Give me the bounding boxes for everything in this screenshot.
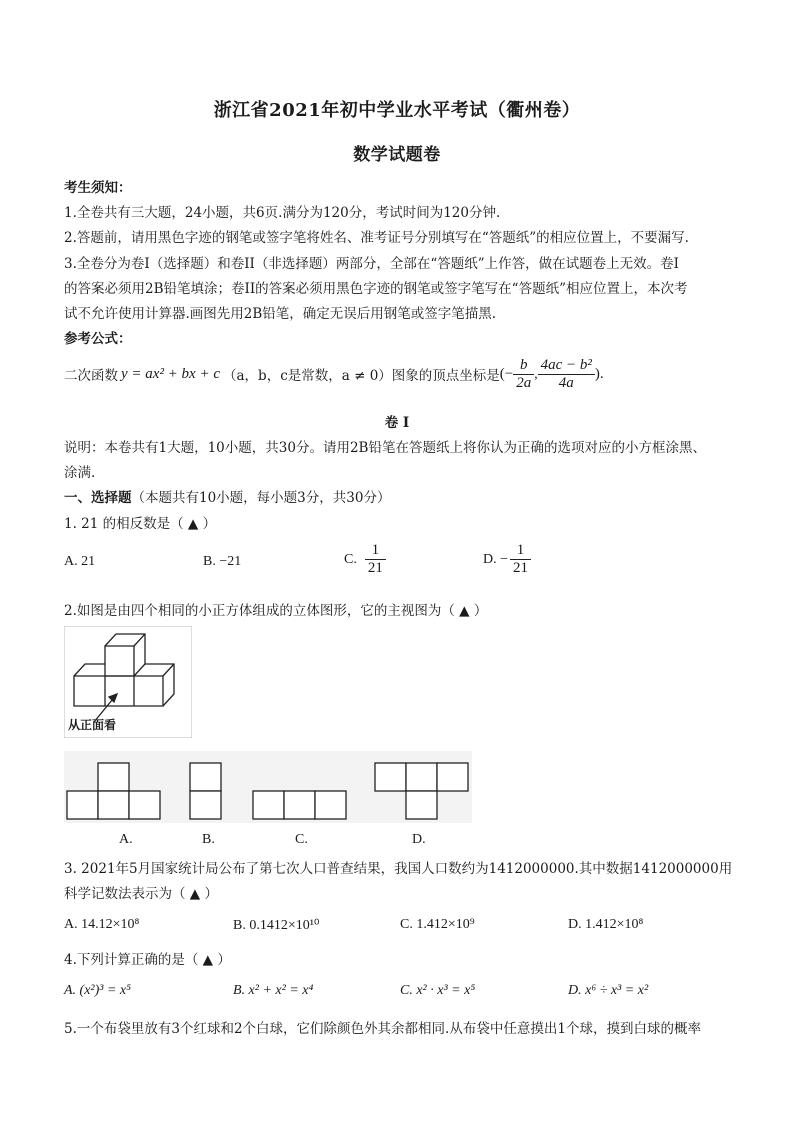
section-1-title: 卷 I <box>384 415 410 431</box>
view-direction-label: 从正面看 <box>68 718 117 732</box>
question-3-option-b: B. 0.1412×10¹⁰ <box>233 918 320 933</box>
view-d-square <box>406 791 437 819</box>
view-c-square <box>284 791 315 819</box>
question-1-stem: 1. 21 的相反数是（ ▲ ） <box>64 516 217 532</box>
view-a-square <box>98 763 129 791</box>
question-3-stem-line-1: 3. 2021年5月国家统计局公布了第七次人口普查结果，我国人口数约为1412000000.其中数据1412000000用 <box>64 861 733 877</box>
question-3-option-a: A. 14.12×10⁸ <box>64 917 140 932</box>
question-4-option-c: C. x² · x³ = x⁵ <box>400 983 476 998</box>
question-3-option-d: D. 1.412×10⁸ <box>568 917 644 932</box>
notice-item-2: 2.答题前，请用黑色字迹的钢笔或签字笔将姓名、准考证号分别填写在“答题纸”的相应位置上，不要漏写. <box>64 230 689 246</box>
vertex-close: ). <box>594 365 604 382</box>
view-d-square <box>437 763 468 791</box>
notice-heading: 考生须知： <box>64 180 132 196</box>
question-2-option-a: A. <box>119 832 133 847</box>
part-1-heading <box>64 486 390 506</box>
formula-heading: 参考公式： <box>64 331 132 347</box>
vertex-open: (− <box>499 365 514 382</box>
question-2-option-d: D. <box>412 832 426 847</box>
question-1-option-c <box>344 542 386 577</box>
notice-item-1: 1.全卷共有三大题，24小题，共6页.满分为120分，考试时间为120分钟. <box>64 205 501 221</box>
paper-subtitle: 数学试题卷 <box>353 145 441 165</box>
fraction-denominator: 21 <box>513 560 529 576</box>
view-d-square <box>406 763 437 791</box>
question-4-option-a: A. (x²)³ = x⁵ <box>64 983 132 998</box>
exam-title: 浙江省2021年初中学业水平考试（衢州卷） <box>213 100 581 121</box>
view-a-square <box>67 791 98 819</box>
fraction-numerator: 1 <box>510 542 531 560</box>
answer-views <box>64 751 472 823</box>
section-1-description-line-1: 说明：本卷共有1大题，10小题，共30分。请用2B铅笔在答题纸上将你认为正确的选项对应的小方框涂黑、 <box>64 440 706 456</box>
question-3-option-c: C. 1.412×10⁹ <box>400 917 475 932</box>
question-3-stem-line-2: 科学记数法表示为（ ▲ ） <box>64 886 218 902</box>
notice-item-3-line-2: 的答案必须用2B铅笔填涂；卷II的答案必须用黑色字迹的钢笔或签字笔写在“答题纸”相应位置上，本次考 <box>64 281 688 297</box>
vertex-x-denominator: 2a <box>516 374 532 391</box>
notice-item-3-line-1: 3.全卷分为卷I（选择题）和卷II（非选择题）两部分，全部在“答题纸”上作答，做在试题卷上无效。卷I <box>64 256 680 272</box>
fraction-numerator: 1 <box>365 542 386 560</box>
question-1-option-b: B. −21 <box>203 554 242 569</box>
vertex-x-numerator: b <box>513 357 534 375</box>
vertex-y-numerator: 4ac − b² <box>538 357 595 375</box>
option-c-label: C. <box>344 551 357 567</box>
view-c-square <box>253 791 284 819</box>
question-5-stem: 5.一个布袋里放有3个红球和2个白球，它们除颜色外其余都相同.从布袋中任意摸出1个球，摸到白球的概率 <box>64 1021 701 1037</box>
part-1-note: （本题共有10小题，每小题3分，共30分） <box>131 490 391 506</box>
section-1-description-line-2: 涂满. <box>64 465 96 481</box>
option-c-fraction <box>365 542 386 577</box>
vertex-formula: 二次函数 y = ax² + bx + c （a，b，c是常数，a ≠ 0）图象的顶点坐标是 (− $\frac{b}{2a}$ , $\frac{\text{4ac − b²}}{4a}$ ). <box>64 356 604 391</box>
view-c-square <box>315 791 346 819</box>
view-a-square <box>98 791 129 819</box>
view-b-square <box>190 791 221 819</box>
formula-condition: （a，b，c是常数，a ≠ 0）图象的顶点坐标是 <box>223 368 500 384</box>
question-1-option-d <box>483 542 531 577</box>
notice-item-3-line-3: 试不允许使用计算器.画图先用2B铅笔，确定无误后用钢笔或签字笔描黑. <box>64 306 497 322</box>
question-4-stem: 4.下列计算正确的是（ ▲ ） <box>64 952 231 968</box>
question-2-option-b: B. <box>202 832 215 847</box>
fraction-denominator: 21 <box>367 560 383 576</box>
question-2-stem: 2.如图是由四个相同的小正方体组成的立体图形，它的主视图为（ ▲ ） <box>64 603 488 619</box>
option-d-fraction <box>510 542 531 577</box>
view-d-square <box>375 763 406 791</box>
question-2-option-c: C. <box>295 832 308 847</box>
view-b-square <box>190 763 221 791</box>
question-1-option-a: A. 21 <box>64 554 96 569</box>
vertex-y-fraction <box>538 357 595 392</box>
formula-prefix: 二次函数 <box>64 368 118 384</box>
vertex-x-fraction <box>513 357 534 392</box>
quadratic-equation: y = ax² + bx + c <box>121 365 220 382</box>
vertex-y-denominator: 4a <box>558 374 574 391</box>
question-4-option-b: B. x² + x² = x⁴ <box>233 983 314 998</box>
view-a-square <box>129 791 160 819</box>
part-1-label: 一、选择题 <box>64 490 132 506</box>
question-4-option-d: D. x⁶ ÷ x³ = x² <box>568 983 649 998</box>
option-d-label: D. − <box>483 551 509 567</box>
